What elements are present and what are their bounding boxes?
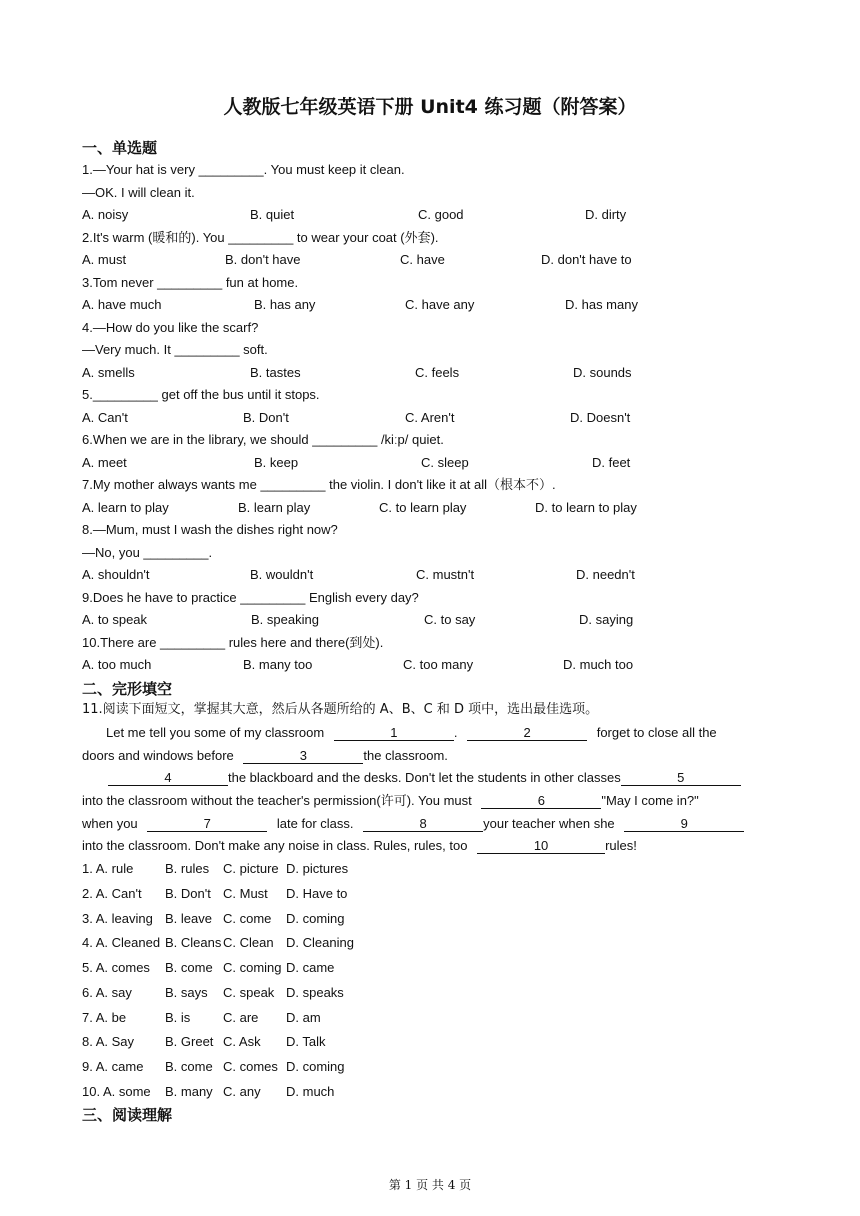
option-c: C. sleep [421, 455, 469, 470]
cloze-line: into the classroom without the teacher's permission(许可). You must 6 "May I come in?" [82, 793, 699, 808]
question-stem: 7.My mother always wants me _________ the violin. I don't like it at all（根本不）. [82, 477, 556, 492]
question-stem: —Very much. It _________ soft. [82, 342, 268, 357]
question-stem: 3.Tom never _________ fun at home. [82, 275, 299, 290]
cloze-option: D. coming [286, 911, 345, 926]
option-d: D. don't have to [541, 252, 632, 267]
option-c: C. Aren't [405, 410, 455, 425]
cloze-line: Let me tell you some of my classroom 1 . 2 forget to close all the [106, 725, 717, 740]
cloze-blank: 8 [363, 817, 483, 832]
option-c: C. have any [405, 297, 475, 312]
question-stem: 9.Does he have to practice _________ English every day? [82, 590, 419, 605]
option-b: B. speaking [251, 612, 319, 627]
cloze-blank: 9 [624, 817, 744, 832]
cloze-option: 8. A. Say [82, 1034, 135, 1049]
option-c: C. good [418, 207, 464, 222]
option-b: B. tastes [250, 365, 301, 380]
cloze-option: B. Greet [165, 1034, 214, 1049]
cloze-option: C. any [223, 1084, 261, 1099]
question-stem: 1.—Your hat is very _________. You must keep it clean. [82, 162, 405, 177]
cloze-option: B. Cleans [165, 935, 222, 950]
cloze-option: D. Have to [286, 886, 348, 901]
question-stem: 8.—Mum, must I wash the dishes right now? [82, 522, 338, 537]
page-title: 人教版七年级英语下册 Unit4 练习题（附答案） [223, 96, 637, 118]
cloze-option: D. am [286, 1010, 321, 1025]
option-d: D. dirty [585, 207, 627, 222]
question-stem: 10.There are _________ rules here and there(到处). [82, 635, 384, 650]
cloze-line: doors and windows before 3 the classroom. [82, 748, 448, 763]
option-a: A. meet [82, 455, 127, 470]
cloze-option: C. Clean [223, 935, 274, 950]
cloze-option: D. Cleaning [286, 935, 354, 950]
option-a: A. must [82, 252, 127, 267]
question-stem: 5._________ get off the bus until it stops. [82, 387, 320, 402]
cloze-option: 6. A. say [82, 985, 132, 1000]
option-b: B. keep [254, 455, 299, 470]
cloze-option: B. leave [165, 911, 212, 926]
cloze-option: B. is [165, 1010, 191, 1025]
cloze-option: 5. A. comes [82, 960, 150, 975]
question-stem: 6.When we are in the library, we should _________ /kiːp/ quiet. [82, 432, 444, 447]
cloze-option: D. speaks [286, 985, 344, 1000]
option-d: D. has many [565, 297, 638, 312]
option-b: B. many too [243, 657, 313, 672]
cloze-option: D. much [286, 1084, 335, 1099]
option-c: C. too many [403, 657, 474, 672]
cloze-option: D. coming [286, 1059, 345, 1074]
option-d: D. much too [563, 657, 634, 672]
option-b: B. learn play [238, 500, 311, 515]
cloze-option: 9. A. came [82, 1059, 144, 1074]
option-c: C. feels [415, 365, 460, 380]
section-heading-single-choice: 一、单选题 [82, 139, 158, 157]
option-c: C. mustn't [416, 567, 475, 582]
cloze-blank: 6 [481, 794, 601, 809]
cloze-option: 2. A. Can't [82, 886, 142, 901]
cloze-option: B. Don't [165, 886, 211, 901]
section-heading-reading: 三、阅读理解 [82, 1106, 173, 1124]
cloze-option: B. come [165, 1059, 213, 1074]
option-d: D. needn't [576, 567, 635, 582]
cloze-blank: 1 [334, 726, 454, 741]
option-d: D. saying [579, 612, 634, 627]
option-a: A. have much [82, 297, 162, 312]
cloze-option: D. Talk [286, 1034, 326, 1049]
cloze-line: into the classroom. Don't make any noise in class. Rules, rules, too 10 rules! [82, 838, 637, 853]
option-d: D. sounds [573, 365, 632, 380]
cloze-option: C. picture [223, 861, 279, 876]
cloze-option: B. come [165, 960, 213, 975]
cloze-option: C. Ask [223, 1034, 261, 1049]
option-c: C. to say [424, 612, 476, 627]
question-stem: 4.—How do you like the scarf? [82, 320, 259, 335]
cloze-option: C. are [223, 1010, 259, 1025]
option-a: A. noisy [82, 207, 129, 222]
question-stem: —No, you _________. [82, 545, 213, 560]
option-a: A. Can't [82, 410, 128, 425]
cloze-blank: 4 [108, 771, 228, 786]
section-heading-cloze: 二、完形填空 [82, 680, 173, 698]
option-d: D. feet [592, 455, 631, 470]
option-a: A. smells [82, 365, 135, 380]
cloze-option: 7. A. be [82, 1010, 127, 1025]
option-b: B. quiet [250, 207, 295, 222]
option-b: B. wouldn't [250, 567, 314, 582]
option-c: C. have [400, 252, 445, 267]
option-a: A. learn to play [82, 500, 169, 515]
cloze-option: D. came [286, 960, 335, 975]
cloze-option: C. come [223, 911, 272, 926]
cloze-instruction: 11.阅读下面短文，掌握其大意，然后从各题所给的 A、B、C 和 D 项中，选出最佳选项。 [82, 702, 599, 717]
cloze-blank: 3 [243, 749, 363, 764]
option-b: B. Don't [243, 410, 289, 425]
option-b: B. don't have [225, 252, 301, 267]
cloze-blank: 10 [477, 839, 605, 854]
cloze-blank: 2 [467, 726, 587, 741]
cloze-option: D. pictures [286, 861, 349, 876]
cloze-option: B. rules [165, 861, 210, 876]
question-stem: —OK. I will clean it. [82, 185, 195, 200]
option-b: B. has any [254, 297, 316, 312]
option-a: A. too much [82, 657, 152, 672]
page-footer: 第 1 页 共 4 页 [388, 1178, 472, 1192]
cloze-option: C. speak [223, 985, 275, 1000]
question-stem: 2.It's warm (暖和的). You _________ to wear your coat (外套). [82, 230, 439, 245]
option-d: D. Doesn't [570, 410, 631, 425]
option-a: A. to speak [82, 612, 148, 627]
cloze-option: B. many [165, 1084, 213, 1099]
cloze-blank: 5 [621, 771, 741, 786]
option-c: C. to learn play [379, 500, 467, 515]
cloze-option: C. Must [223, 886, 268, 901]
option-d: D. to learn to play [535, 500, 637, 515]
cloze-option: 1. A. rule [82, 861, 134, 876]
cloze-option: 10. A. some [82, 1084, 151, 1099]
cloze-option: C. coming [223, 960, 282, 975]
cloze-option: 3. A. leaving [82, 911, 153, 926]
cloze-line: when you 7 late for class. 8 your teacher when she 9 [82, 815, 744, 833]
cloze-blank: 7 [147, 817, 267, 832]
cloze-option: 4. A. Cleaned [82, 935, 161, 950]
cloze-option: B. says [165, 985, 208, 1000]
cloze-option: C. comes [223, 1059, 278, 1074]
cloze-line: 4 the blackboard and the desks. Don't let the students in other classes 5 [108, 769, 741, 787]
option-a: A. shouldn't [82, 567, 150, 582]
